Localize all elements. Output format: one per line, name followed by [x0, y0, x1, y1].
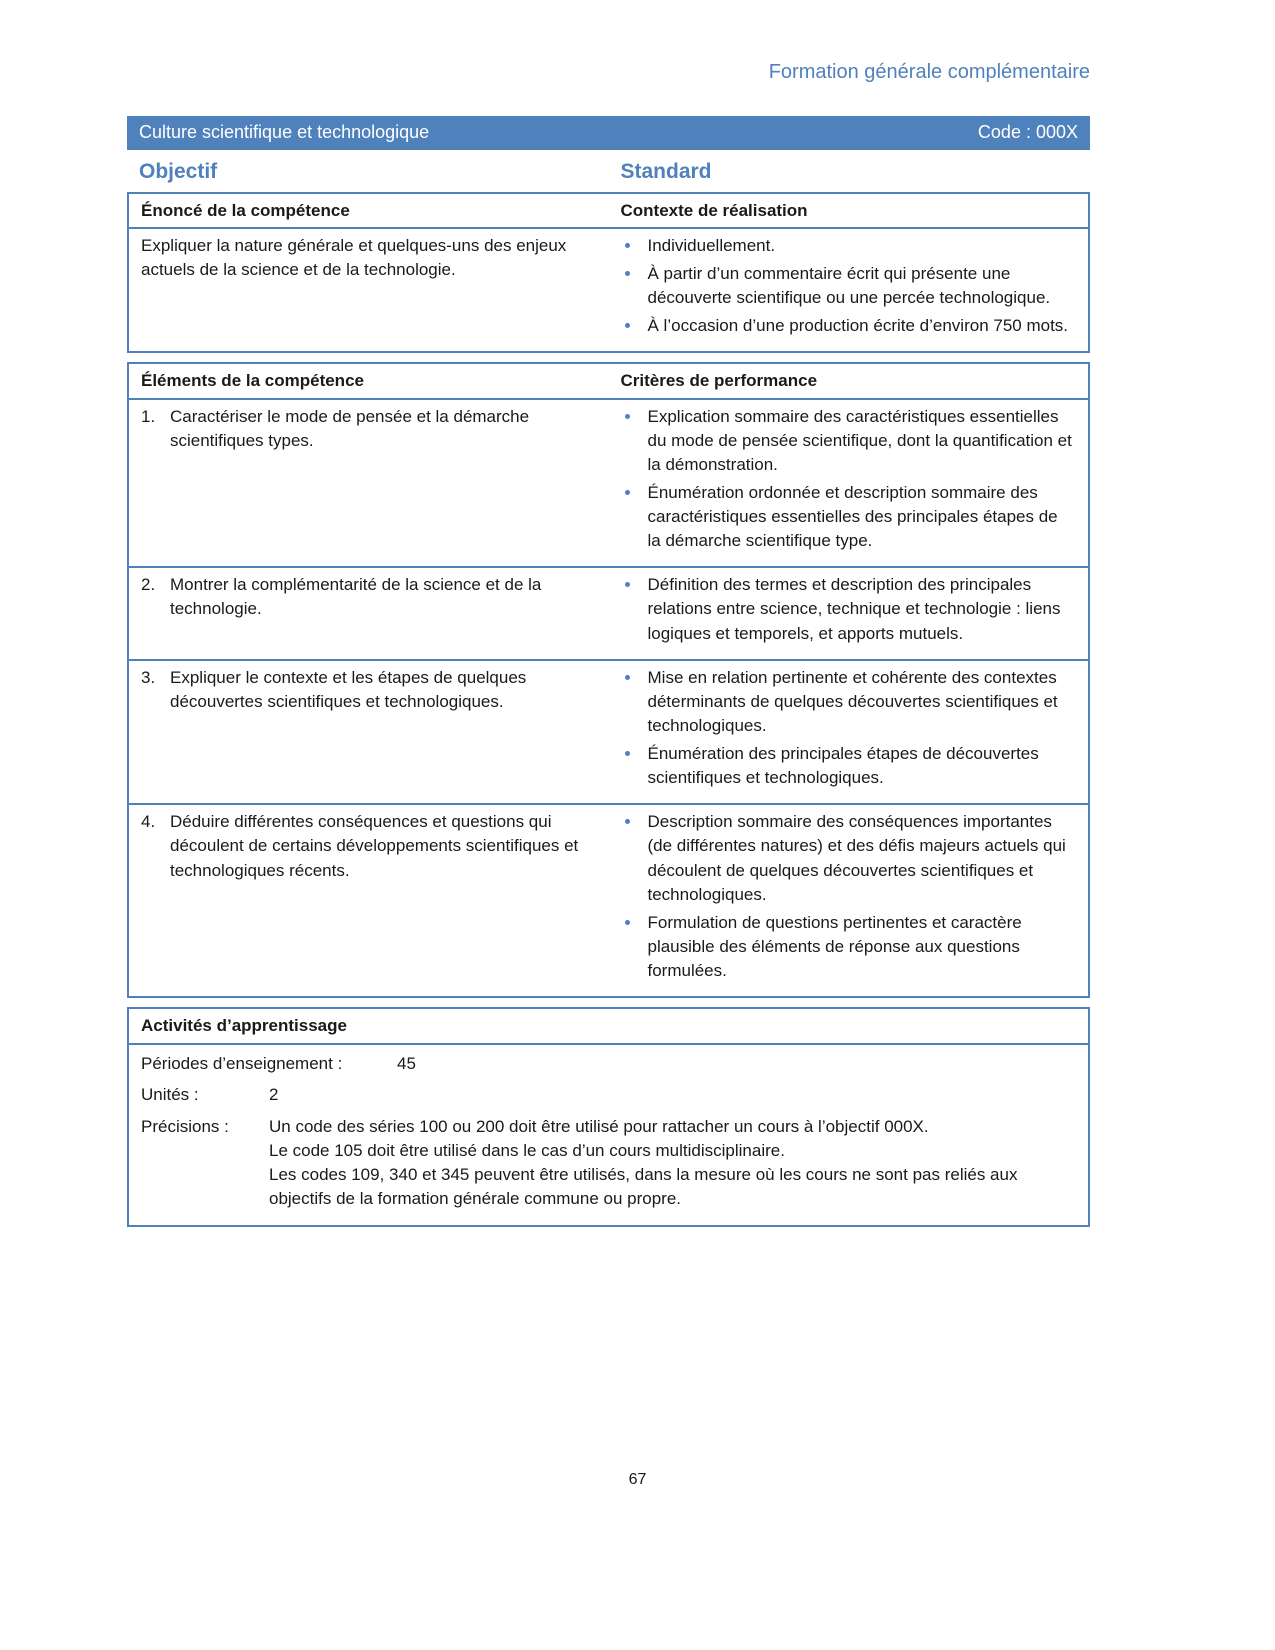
critere-bullet: • Formulation de questions pertinentes et caractère plausible des éléments de réponse aux questions formulées.	[642, 911, 1075, 983]
element-number: 3.	[141, 667, 156, 687]
criteres-bullets	[609, 661, 1089, 804]
criteres-header: Critères de performance	[620, 371, 818, 391]
precisions-label: Précisions :	[141, 1116, 229, 1136]
criteres-bullets	[609, 568, 1089, 658]
table-row	[129, 400, 1088, 567]
criteres-bullets	[609, 805, 1089, 996]
column-titles	[127, 150, 1090, 192]
banner	[127, 116, 1090, 150]
contexte-bullets	[609, 229, 1089, 352]
element-number: 4.	[141, 812, 156, 832]
elements-criteres-table	[127, 362, 1090, 998]
critere-bullet: • Énumération des principales étapes de découvertes scientifiques et technologiques.	[642, 742, 1075, 790]
precisions-line: Le code 105 doit être utilisé dans le cas d’un cours multidisciplinaire.	[269, 1140, 785, 1160]
enonce-text: Expliquer la nature générale et quelques-uns des enjeux actuels de la science et de la technologie.	[141, 235, 567, 279]
element-item	[129, 805, 609, 996]
activites-header: Activités d’apprentissage	[129, 1009, 1088, 1045]
element-text: Caractériser le mode de pensée et la démarche scientifiques types.	[170, 406, 530, 450]
critere-bullet: • Définition des termes et description des principales relations entre science, technique et technologie : liens logiques et temporels, et apports mutuels.	[642, 573, 1075, 645]
contexte-bullet: • Individuellement.	[642, 234, 1075, 258]
element-text: Expliquer le contexte et les étapes de quelques découvertes scientifiques et technologiques.	[170, 667, 527, 711]
unites-label: Unités :	[141, 1085, 199, 1105]
enonce-header: Énoncé de la compétence	[141, 200, 350, 220]
elements-header: Éléments de la compétence	[141, 371, 364, 391]
table1-content-row	[129, 229, 1088, 352]
document-header: Formation générale complémentaire	[768, 61, 1090, 83]
table-row	[129, 659, 1088, 804]
table1-header-row	[129, 194, 1088, 229]
standard-heading: Standard	[620, 159, 712, 183]
objectif-heading: Objectif	[139, 159, 218, 183]
element-item	[129, 661, 609, 804]
element-item	[129, 568, 609, 658]
unites-row	[141, 1083, 1076, 1107]
criteres-bullets	[609, 400, 1089, 567]
contexte-bullet: • À partir d’un commentaire écrit qui présente une découverte scientifique ou une percée technologique.	[642, 262, 1075, 310]
table-row	[129, 803, 1088, 996]
critere-bullet: • Description sommaire des conséquences importantes (de différentes natures) et des défis majeurs actuels qui découlent de quelques découvertes scientifiques et technologiques.	[642, 810, 1075, 907]
critere-bullet: • Explication sommaire des caractéristiques essentielles du mode de pensée scientifique, dont la quantification et la démonstration.	[642, 405, 1075, 477]
critere-bullet: • Énumération ordonnée et description sommaire des caractéristiques essentielles des principales étapes de la démarche scientifique type.	[642, 481, 1075, 553]
enonce-contexte-table	[127, 192, 1090, 354]
precisions-text	[269, 1115, 1069, 1212]
unites-value: 2	[269, 1085, 279, 1105]
banner-code: Code : 000X	[977, 122, 1078, 143]
table-row	[129, 566, 1088, 658]
critere-bullet: • Mise en relation pertinente et cohérente des contextes déterminants de quelques découvertes scientifiques et technologiques.	[642, 666, 1075, 738]
precisions-line: Un code des séries 100 ou 200 doit être utilisé pour rattacher un cours à l’objectif 000X.	[269, 1116, 929, 1136]
element-text: Montrer la complémentarité de la science et de la technologie.	[170, 575, 542, 619]
precisions-row	[141, 1115, 1076, 1212]
contexte-bullet: • À l’occasion d’une production écrite d’environ 750 mots.	[642, 314, 1075, 338]
banner-title: Culture scientifique et technologique	[139, 122, 430, 143]
periodes-row	[141, 1052, 1076, 1076]
page-number: 67	[628, 1471, 647, 1489]
element-item	[129, 400, 609, 567]
table2-header-row	[129, 364, 1088, 399]
contexte-header: Contexte de réalisation	[620, 200, 808, 220]
element-number: 1.	[141, 406, 156, 426]
element-number: 2.	[141, 575, 156, 595]
periodes-label: Périodes d’enseignement :	[141, 1054, 343, 1074]
precisions-line: Les codes 109, 340 et 345 peuvent être utilisés, dans la mesure où les cours ne sont pas reliés aux objectifs de la formation générale commune ou propre.	[269, 1164, 1018, 1208]
activites-body	[129, 1045, 1088, 1225]
element-text: Déduire différentes conséquences et questions qui découlent de certains développements scientifiques et technologiques récents.	[170, 812, 579, 880]
activites-section	[127, 1007, 1090, 1227]
periodes-value: 45	[397, 1054, 416, 1074]
